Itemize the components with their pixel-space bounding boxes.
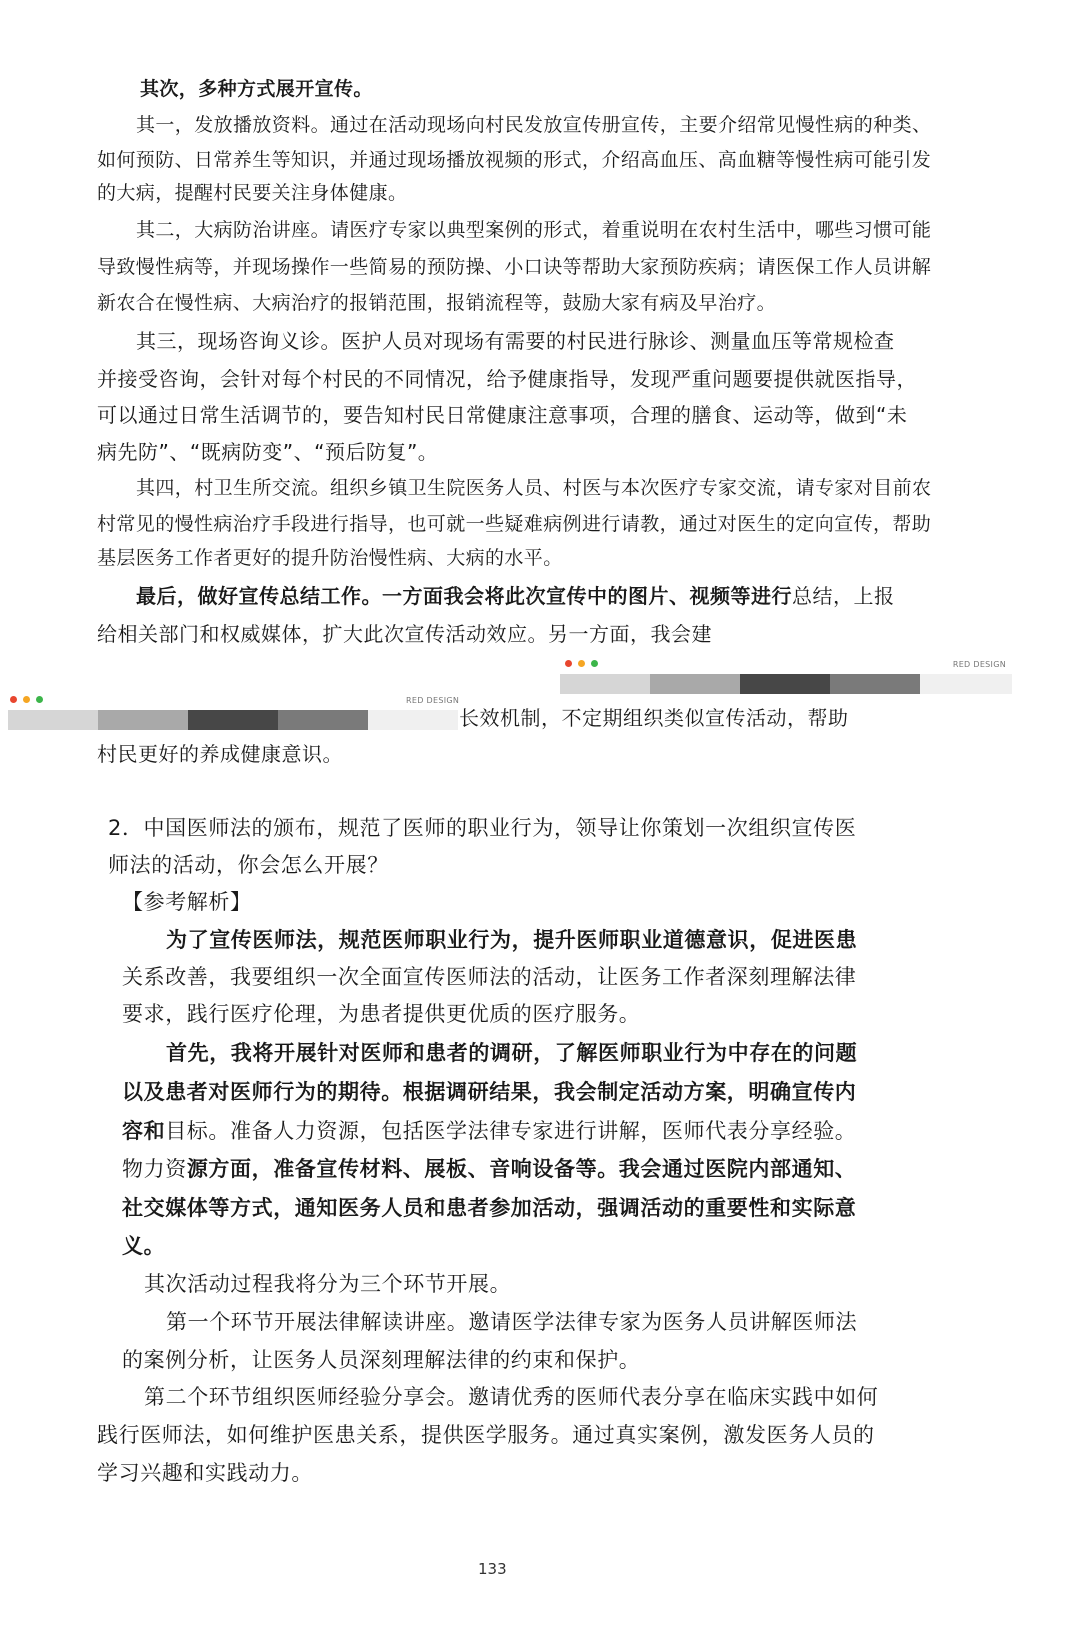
dot-icon [565,660,572,667]
answer-line: 的案例分析，让医务人员深刻理解法律的约束和保护。 [122,1348,641,1372]
text-line: 其三，现场咨询义诊。医护人员对现场有需要的村民进行脉诊、测量血压等常规检查 [136,329,895,353]
bar-segment [8,710,98,730]
dot-icon [591,660,598,667]
bar-segment [188,710,278,730]
bold-run: 容和 [122,1119,166,1143]
brand-label: RED DESIGN [952,660,1006,669]
text-line: 村民更好的养成健康意识。 [97,742,343,766]
answer-line: 其次活动过程我将分为三个环节开展。 [144,1272,512,1296]
bar-segment [740,674,830,694]
answer-line: 为了宣传医师法，规范医师职业行为，提升医师职业道德意识，促进医患 [166,928,858,952]
text-line: 其一，发放播放资料。通过在活动现场向村民发放宣传册宣传，主要介绍常见慢性病的种类、 [136,114,932,136]
decorative-banner-right [560,658,1012,694]
text-line: 其二，大病防治讲座。请医疗专家以典型案例的形式，着重说明在农村生活中，哪些习惯可能 [136,219,932,241]
answer-line: 第二个环节组织医师经验分享会。邀请优秀的医师代表分享在临床实践中如何 [144,1385,879,1409]
bar-segment [560,674,650,694]
window-dots [10,696,43,703]
text-line: 其四，村卫生所交流。组织乡镇卫生院医务人员、村医与本次医疗专家交流，请专家对目前农 [136,477,932,499]
text-line [136,586,895,606]
answer-line: 践行医师法，如何维护医患关系，提供医学服务。通过真实案例，激发医务人员的 [97,1423,875,1447]
bar-segment [650,674,740,694]
decorative-banner-left [8,694,458,730]
bold-run: 最后，做好宣传总结工作。一方面我会将此次宣传中的图片、视频等进行 [136,584,792,608]
dot-icon [10,696,17,703]
bold-run: 源方面，准备宣传材料、展板、音响设备等。我会通过医院内部通知、 [186,1157,857,1181]
text-line: 村常见的慢性病治疗手段进行指导，也可就一些疑难病例进行请教，通过对医生的定向宣传，帮助 [97,513,932,535]
bar-segment [368,710,458,730]
answer-line: 要求，践行医疗伦理，为患者提供更优质的医疗服务。 [122,1002,641,1026]
text-line: 给相关部门和权威媒体，扩大此次宣传活动效应。另一方面，我会建 [97,622,712,646]
answer-line [122,1121,856,1142]
answer-line: 义。 [122,1234,166,1258]
text-line: 新农合在慢性病、大病治疗的报销范围，报销流程等，鼓励大家有病及早治疗。 [97,292,777,314]
section-heading: 其次，多种方式展开宣传。 [140,78,373,100]
text-line: 病先防”、“既病防变”、“预后防复”。 [97,440,439,464]
regular-run: 物力资 [122,1157,187,1181]
answer-line: 第一个环节开展法律解读讲座。邀请医学法律专家为医务人员讲解医师法 [166,1310,858,1334]
text-line: 的大病，提醒村民要关注身体健康。 [97,182,408,204]
window-dots [565,660,598,667]
regular-run: 目标。准备人力资源，包括医学法律专家进行讲解，医师代表分享经验。 [165,1119,857,1143]
answer-line: 社交媒体等方式，通知医务人员和患者参加活动，强调活动的重要性和实际意 [122,1196,857,1220]
answer-line: 关系改善，我要组织一次全面宣传医师法的活动，让医务工作者深刻理解法律 [122,965,857,989]
question-line: 师法的活动，你会怎么开展？ [108,853,389,877]
text-line: 如何预防、日常养生等知识，并通过现场播放视频的形式，介绍高血压、高血糖等慢性病可能引发 [97,149,932,171]
text-line: 并接受咨询，会针对每个村民的不同情况，给予健康指导，发现严重问题要提供就医指导， [97,367,917,391]
bar-segment [920,674,1012,694]
bar-segment [830,674,920,694]
answer-line: 首先，我将开展针对医师和患者的调研，了解医师职业行为中存在的问题 [166,1041,858,1065]
answer-line: 学习兴趣和实践动力。 [97,1461,313,1485]
brand-label: RED DESIGN [406,696,460,705]
text-line: 可以通过日常生活调节的，要告知村民日常健康注意事项，合理的膳食、运动等，做到“未 [97,403,908,427]
dot-icon [23,696,30,703]
text-line: 基层医务工作者更好的提升防治慢性病、大病的水平。 [97,547,563,569]
gradient-bar [560,674,1012,694]
answer-line [122,1159,856,1180]
dot-icon [578,660,585,667]
text-line: 长效机制，不定期组织类似宣传活动，帮助 [459,706,849,730]
text-line: 导致慢性病等，并现场操作一些简易的预防操、小口诀等帮助大家预防疾病；请医保工作人员讲解 [97,256,932,278]
gradient-bar [8,710,458,730]
bar-segment [278,710,368,730]
page-number: 133 [478,1560,507,1578]
regular-run: 总结，上报 [792,584,895,608]
bar-segment [98,710,188,730]
dot-icon [36,696,43,703]
answer-line: 以及患者对医师行为的期待。根据调研结果，我会制定活动方案，明确宣传内 [122,1080,857,1104]
reference-heading: 【参考解析】 [122,890,252,914]
question-line: 2．中国医师法的颁布，规范了医师的职业行为，领导让你策划一次组织宣传医 [108,816,857,840]
